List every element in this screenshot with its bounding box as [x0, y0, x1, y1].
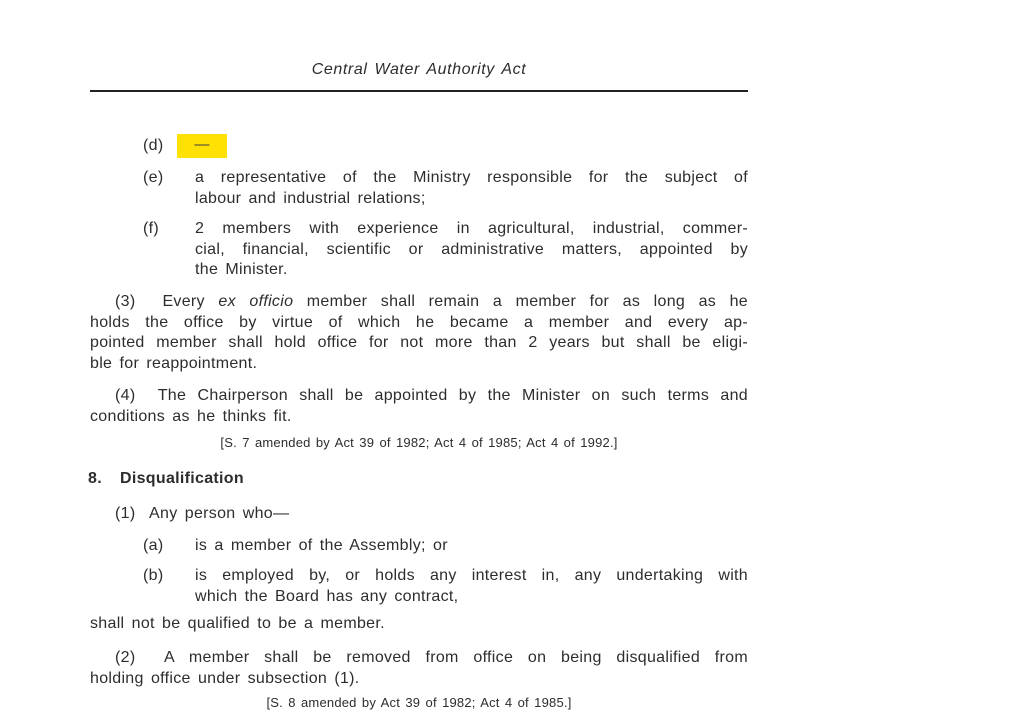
- text-line: holding office under subsection (1).: [90, 669, 360, 687]
- clause-d: [90, 134, 748, 158]
- clause-a-text: [195, 536, 748, 557]
- text-line: (2) A member shall be removed from office on being disqualified from: [115, 649, 748, 666]
- text-segment: member shall remain a member for as long as he: [293, 293, 749, 310]
- text-line: holds the office by virtue of which he became a member and every ap-: [90, 313, 748, 331]
- clause-f: [90, 219, 748, 281]
- paragraph-3: [90, 292, 748, 374]
- paragraph-4: [90, 386, 748, 427]
- text-line: [90, 292, 748, 313]
- section-title: Disqualification: [120, 470, 244, 487]
- text-line: labour and industrial relations;: [195, 189, 426, 207]
- text-line: cial, financial, scientific or administrative matters, appointed by: [195, 240, 748, 258]
- clause-a-label: (a): [143, 537, 164, 554]
- amendment-note-s7: [S. 7 amended by Act 39 of 1982; Act 4 of 1985; Act 4 of 1992.]: [220, 435, 618, 450]
- text-line: the Minister.: [195, 261, 288, 278]
- clause-d-label: (d): [143, 137, 164, 154]
- paragraph-2: [90, 648, 748, 689]
- text-line: is employed by, or holds any interest in, any undertaking with: [195, 567, 748, 584]
- text-line: pointed member shall hold office for not more than 2 years but shall be eligi-: [90, 334, 748, 351]
- amendment-note-s8: [S. 8 amended by Act 39 of 1982; Act 4 of 1985.]: [266, 695, 572, 710]
- text-line: 2 members with experience in agricultural, industrial, commer-: [195, 220, 748, 237]
- text-line: a representative of the Ministry responsible for the subject of: [195, 169, 748, 186]
- text-line: (4) The Chairperson shall be appointed by the Minister on such terms and: [115, 387, 748, 404]
- paragraph-1: (1) Any person who—: [115, 505, 290, 522]
- text-line: conditions as he thinks fit.: [90, 407, 292, 425]
- page-title: Central Water Authority Act: [311, 61, 527, 78]
- clause-b-label: (b): [143, 567, 164, 584]
- text-segment: (3) Every: [115, 293, 219, 310]
- text-line: ble for reappointment.: [90, 354, 258, 372]
- clause-e-label: (e): [143, 169, 164, 186]
- clause-e-text: [195, 168, 748, 209]
- section-heading: [88, 469, 244, 490]
- header-rule: [90, 90, 748, 92]
- clause-f-text: [195, 219, 748, 281]
- paragraph-shall-not: shall not be qualified to be a member.: [90, 615, 385, 632]
- text-line: is a member of the Assembly; or: [195, 537, 448, 554]
- clause-e: [90, 168, 748, 209]
- clause-b-text: [195, 566, 748, 607]
- latin-term: ex officio: [218, 293, 294, 310]
- clause-b: [90, 566, 748, 607]
- section-number: 8.: [88, 470, 102, 487]
- highlighted-dash: —: [194, 136, 210, 153]
- text-line: which the Board has any contract,: [195, 587, 459, 605]
- clause-a: [90, 536, 748, 557]
- clause-f-label: (f): [143, 220, 160, 237]
- highlight-box: [177, 134, 227, 158]
